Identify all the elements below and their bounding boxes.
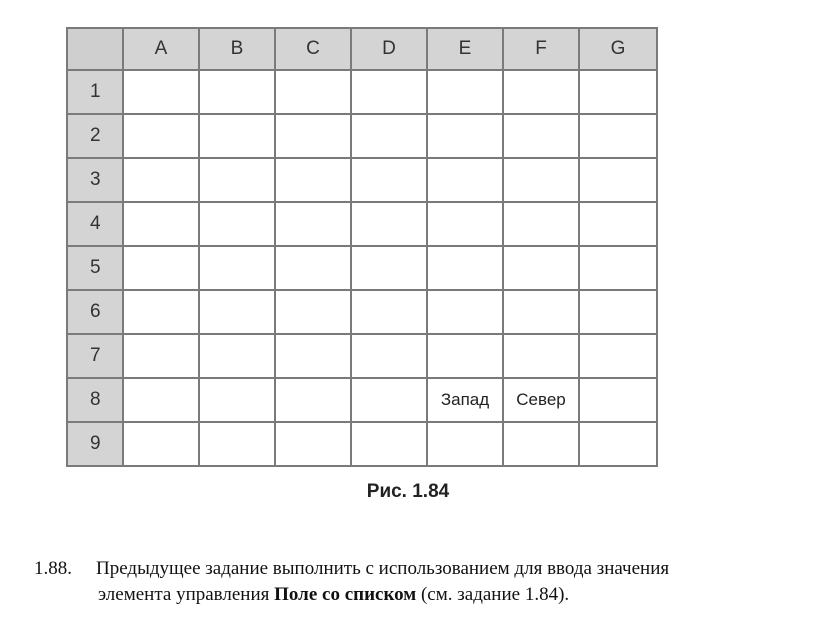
cell-g6[interactable]	[579, 290, 657, 334]
row-header-1: 1	[67, 70, 123, 114]
sheet-row	[67, 290, 657, 334]
column-header-f: F	[503, 28, 579, 70]
task-line2-suffix: (см. задание 1.84).	[420, 584, 570, 605]
figure-caption: Рис. 1.84	[366, 481, 450, 502]
cell-b6[interactable]	[199, 290, 275, 334]
task-line-1	[0, 556, 816, 582]
cell-g4[interactable]	[579, 202, 657, 246]
cell-b7[interactable]	[199, 334, 275, 378]
cell-d3[interactable]	[351, 158, 427, 202]
column-header-d: D	[351, 28, 427, 70]
cell-c6[interactable]	[275, 290, 351, 334]
row-header-9: 9	[67, 422, 123, 466]
cell-d8[interactable]	[351, 378, 427, 422]
cell-d9[interactable]	[351, 422, 427, 466]
row-header-5: 5	[67, 246, 123, 290]
cell-e9[interactable]	[427, 422, 503, 466]
cell-g5[interactable]	[579, 246, 657, 290]
cell-e1[interactable]	[427, 70, 503, 114]
cell-d6[interactable]	[351, 290, 427, 334]
cell-a4[interactable]	[123, 202, 199, 246]
row-header-7: 7	[67, 334, 123, 378]
corner-cell	[67, 28, 123, 70]
cell-f9[interactable]	[503, 422, 579, 466]
task-number: 1.88.	[34, 558, 72, 579]
sheet-row	[67, 202, 657, 246]
cell-d1[interactable]	[351, 70, 427, 114]
cell-d5[interactable]	[351, 246, 427, 290]
sheet-row	[67, 422, 657, 466]
column-header-b: B	[199, 28, 275, 70]
sheet-row	[67, 70, 657, 114]
task-line-2	[0, 582, 816, 608]
cell-a2[interactable]	[123, 114, 199, 158]
column-header-g: G	[579, 28, 657, 70]
cell-a3[interactable]	[123, 158, 199, 202]
control-name: Поле со списком	[274, 584, 417, 605]
cell-c4[interactable]	[275, 202, 351, 246]
cell-a1[interactable]	[123, 70, 199, 114]
cell-g8[interactable]	[579, 378, 657, 422]
row-header-3: 3	[67, 158, 123, 202]
cell-a8[interactable]	[123, 378, 199, 422]
sheet-row	[67, 334, 657, 378]
cell-f3[interactable]	[503, 158, 579, 202]
cell-c1[interactable]	[275, 70, 351, 114]
sheet-row	[67, 378, 657, 422]
cell-g7[interactable]	[579, 334, 657, 378]
row-header-8: 8	[67, 378, 123, 422]
cell-b4[interactable]	[199, 202, 275, 246]
row-header-6: 6	[67, 290, 123, 334]
column-header-a: A	[123, 28, 199, 70]
cell-c2[interactable]	[275, 114, 351, 158]
sheet-row	[67, 114, 657, 158]
spreadsheet-grid	[66, 27, 658, 467]
cell-e3[interactable]	[427, 158, 503, 202]
cell-b9[interactable]	[199, 422, 275, 466]
task-line1-text: Предыдущее задание выполнить с использованием для ввода значения	[96, 558, 670, 579]
cell-a7[interactable]	[123, 334, 199, 378]
column-header-c: C	[275, 28, 351, 70]
cell-g1[interactable]	[579, 70, 657, 114]
cell-e8[interactable]: Запад	[427, 378, 503, 422]
cell-e4[interactable]	[427, 202, 503, 246]
cell-f5[interactable]	[503, 246, 579, 290]
cell-b1[interactable]	[199, 70, 275, 114]
cell-f4[interactable]	[503, 202, 579, 246]
cell-c3[interactable]	[275, 158, 351, 202]
cell-b5[interactable]	[199, 246, 275, 290]
cell-d7[interactable]	[351, 334, 427, 378]
cell-e6[interactable]	[427, 290, 503, 334]
column-header-e: E	[427, 28, 503, 70]
cell-d4[interactable]	[351, 202, 427, 246]
cell-g2[interactable]	[579, 114, 657, 158]
cell-f2[interactable]	[503, 114, 579, 158]
column-header-row	[67, 28, 657, 70]
cell-f1[interactable]	[503, 70, 579, 114]
task-line2-prefix: элемента управления	[98, 584, 270, 605]
cell-c9[interactable]	[275, 422, 351, 466]
cell-f8[interactable]: Север	[503, 378, 579, 422]
cell-e7[interactable]	[427, 334, 503, 378]
cell-a5[interactable]	[123, 246, 199, 290]
cell-a9[interactable]	[123, 422, 199, 466]
cell-f6[interactable]	[503, 290, 579, 334]
cell-d2[interactable]	[351, 114, 427, 158]
cell-g3[interactable]	[579, 158, 657, 202]
row-header-4: 4	[67, 202, 123, 246]
sheet-row	[67, 246, 657, 290]
row-header-2: 2	[67, 114, 123, 158]
cell-c7[interactable]	[275, 334, 351, 378]
cell-f7[interactable]	[503, 334, 579, 378]
cell-e2[interactable]	[427, 114, 503, 158]
cell-e5[interactable]	[427, 246, 503, 290]
cell-b2[interactable]	[199, 114, 275, 158]
cell-b3[interactable]	[199, 158, 275, 202]
cell-c5[interactable]	[275, 246, 351, 290]
sheet-row	[67, 158, 657, 202]
cell-c8[interactable]	[275, 378, 351, 422]
task-text	[0, 556, 816, 608]
cell-b8[interactable]	[199, 378, 275, 422]
cell-g9[interactable]	[579, 422, 657, 466]
cell-a6[interactable]	[123, 290, 199, 334]
